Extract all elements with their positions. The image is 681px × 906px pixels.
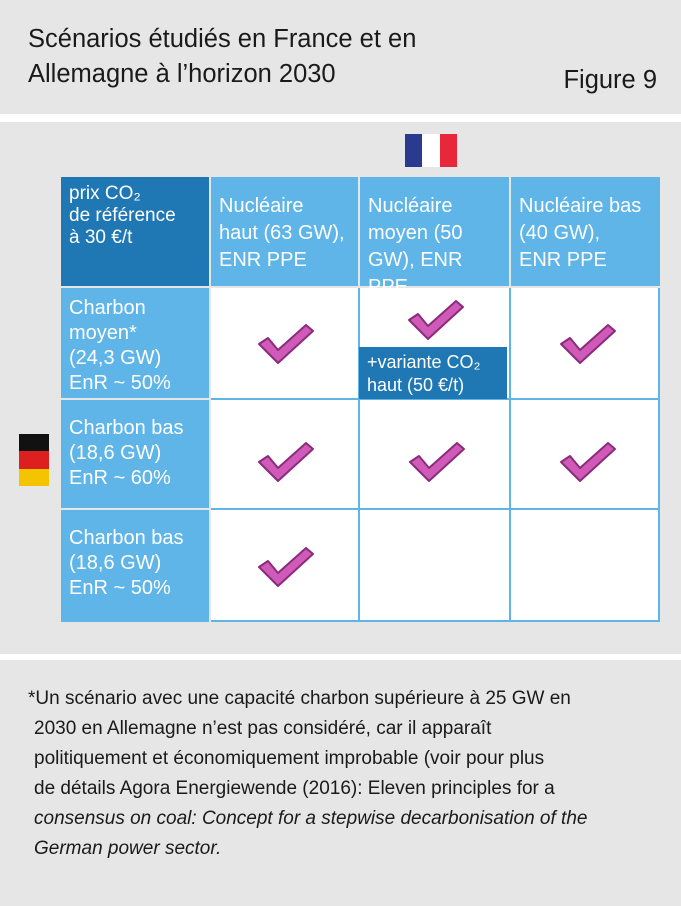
page-title: [28, 22, 416, 92]
header-panel: [0, 0, 681, 114]
row-header-coal-medium: [61, 288, 209, 398]
variant-co2-badge: +variante CO₂ haut (50 €/t): [359, 347, 507, 399]
column-header-nuclear-medium: [360, 177, 509, 298]
column-header-text: Nucléaire bas (40 GW), ENR PPE: [519, 195, 642, 271]
row-header-text: Charbon moyen* (24,3 GW) EnR ~ 50%: [69, 297, 171, 394]
grid-line: [211, 508, 660, 510]
check-icon: [256, 322, 316, 366]
check-icon: [256, 440, 316, 484]
grid-line: [658, 288, 660, 622]
footnote: [28, 684, 664, 864]
row-header-coal-low-60: [61, 400, 209, 508]
row-header-text: Charbon bas (18,6 GW) EnR ~ 60%: [69, 417, 184, 489]
footnote-line-italic: [34, 834, 664, 864]
footnote-line: de détails Agora Energiewende (2016): Eleven principles for a: [34, 778, 555, 799]
footnote-line: *Un scénario avec une capacité charbon supérieure à 25 GW en: [28, 688, 571, 709]
column-header-nuclear-low: [511, 177, 660, 286]
scenario-table: [61, 177, 660, 622]
grid-line: [211, 620, 660, 622]
corner-header-text: prix CO₂ de référence à 30 €/t: [69, 183, 176, 248]
check-icon: [256, 545, 316, 589]
row-header-coal-low-50: [61, 510, 209, 622]
check-icon: [407, 440, 467, 484]
title-line-2: Allemagne à l’horizon 2030: [28, 60, 336, 88]
check-icon: [558, 322, 618, 366]
row-header-text: Charbon bas (18,6 GW) EnR ~ 50%: [69, 527, 184, 599]
footnote-italic-text: consensus on coal: Concept for a stepwise decarbonisation of the: [34, 808, 588, 829]
grid-line: [509, 288, 511, 622]
column-header-nuclear-high: [211, 177, 358, 286]
germany-flag-icon: [19, 434, 49, 486]
footnote-italic-text: German power sector.: [34, 838, 222, 859]
check-icon: [558, 440, 618, 484]
footnote-line: 2030 en Allemagne n’est pas considéré, car il apparaît: [34, 718, 492, 739]
footnote-line-italic: [34, 804, 664, 834]
france-flag-icon: [405, 134, 457, 167]
corner-header-cell: [61, 177, 209, 286]
grid-line: [358, 288, 360, 622]
footnote-line: politiquement et économiquement improbable (voir pour plus: [34, 748, 545, 769]
figure-label: Figure 9: [563, 66, 657, 94]
title-line-1: Scénarios étudiés en France et en: [28, 25, 417, 53]
check-icon: [406, 298, 466, 342]
column-header-text: Nucléaire moyen (50 GW), ENR PPE: [368, 195, 463, 298]
column-header-text: Nucléaire haut (63 GW), ENR PPE: [219, 195, 345, 271]
